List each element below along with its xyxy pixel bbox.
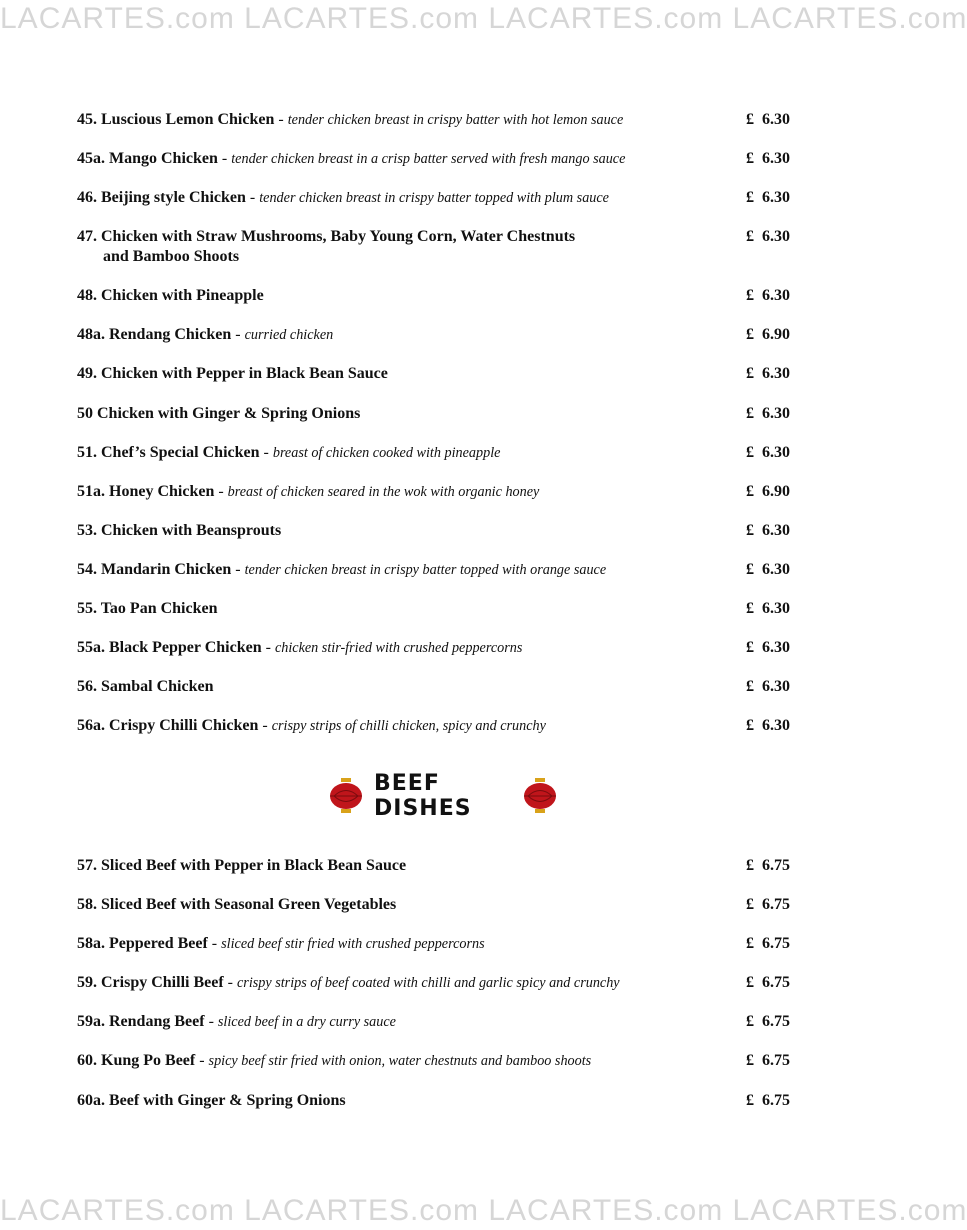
menu-item-text: 56a. Crispy Chilli Chicken - crispy strips of chilli chicken, spicy and crunchy [77, 717, 546, 735]
menu-item [77, 482, 790, 521]
price-value: 6.30 [762, 287, 790, 305]
menu-item-name: 55. Tao Pan Chicken [77, 600, 218, 618]
currency-symbol: £ [746, 600, 754, 618]
menu-item-name: 45. Luscious Lemon Chicken [77, 111, 275, 128]
menu-item-description: sliced beef stir fried with crushed peppercorns [221, 936, 485, 953]
menu-item [77, 973, 790, 1012]
menu-item-price [746, 110, 790, 130]
menu-item-price [746, 1051, 790, 1071]
menu-item [77, 895, 790, 934]
currency-symbol: £ [746, 935, 754, 953]
menu-item-text: 45. Luscious Lemon Chicken - tender chicken breast in crispy batter with hot lemon sauce [77, 111, 624, 128]
menu-item-text [77, 895, 717, 915]
menu-item-name: 55a. Black Pepper Chicken [77, 639, 262, 657]
currency-symbol: £ [746, 482, 754, 500]
menu-item-price [746, 599, 790, 619]
price-value: 6.30 [762, 678, 790, 696]
menu-item-price [746, 325, 790, 345]
currency-symbol: £ [746, 111, 754, 128]
menu-item-name: 60. Kung Po Beef [77, 1052, 196, 1070]
menu-item [77, 1012, 790, 1051]
menu-item-description: chicken stir-fried with crushed peppercorns [274, 640, 523, 657]
menu-item [77, 110, 790, 149]
menu-item [77, 599, 790, 638]
menu-item [77, 677, 790, 716]
menu-item-price [746, 856, 790, 876]
currency-symbol: £ [746, 404, 754, 422]
menu-item [77, 188, 790, 227]
menu-item-description: breast of chicken seared in the wok with organic honey [227, 483, 540, 500]
menu-item-description: tender chicken breast in crispy batter topped with plum sauce [259, 190, 609, 207]
menu-item-price [746, 286, 790, 306]
menu-item-text: 48a. Rendang Chicken - curried chicken [77, 326, 334, 344]
menu-item-text: 58a. Peppered Beef - sliced beef stir fried with crushed peppercorns [77, 935, 485, 953]
price-value: 6.75 [762, 1013, 790, 1031]
menu-item-price [746, 482, 790, 502]
menu-item-name: 56. Sambal Chicken [77, 678, 214, 696]
menu-item-price [746, 404, 790, 424]
menu-item-description: tender chicken breast in a crisp batter served with fresh mango sauce [231, 151, 626, 168]
menu-item [77, 856, 790, 895]
menu-item-text: 55a. Black Pepper Chicken - chicken stir-fried with crushed peppercorns [77, 639, 523, 657]
menu-item-name: 50 Chicken with Ginger & Spring Onions [77, 404, 361, 422]
menu-item-text [77, 677, 717, 697]
currency-symbol: £ [746, 560, 754, 578]
menu-item-price [746, 677, 790, 697]
price-value: 6.75 [762, 857, 790, 874]
price-value: 6.30 [762, 228, 790, 246]
currency-symbol: £ [746, 326, 754, 344]
price-value: 6.30 [762, 365, 790, 383]
price-value: 6.30 [762, 600, 790, 618]
price-value: 6.75 [762, 1091, 790, 1109]
price-value: 6.30 [762, 521, 790, 539]
menu-item-description: sliced beef in a dry curry sauce [217, 1014, 396, 1031]
currency-symbol: £ [746, 365, 754, 383]
menu-item [77, 149, 790, 188]
menu-item-name: 59a. Rendang Beef [77, 1013, 205, 1031]
menu-item-name: 57. Sliced Beef with Pepper in Black Bean Sauce [77, 857, 407, 874]
price-value: 6.75 [762, 1052, 790, 1070]
price-value: 6.90 [762, 482, 790, 500]
price-value: 6.30 [762, 560, 790, 578]
menu-item-text: 59a. Rendang Beef - sliced beef in a dry curry sauce [77, 1013, 396, 1031]
menu-item-price [746, 895, 790, 915]
menu-item-price [746, 716, 790, 736]
menu-item-price [746, 521, 790, 541]
price-value: 6.90 [762, 326, 790, 344]
menu-item [77, 325, 790, 364]
menu-item-name: 56a. Crispy Chilli Chicken [77, 717, 259, 735]
menu-item-text: 51. Chef’s Special Chicken - breast of chicken cooked with pineapple [77, 443, 501, 461]
menu-item-name: 53. Chicken with Beansprouts [77, 521, 282, 539]
menu-item-name: 54. Mandarin Chicken [77, 560, 232, 578]
currency-symbol: £ [746, 1091, 754, 1109]
menu-item-name: 48a. Rendang Chicken [77, 326, 232, 344]
menu-item-price [746, 443, 790, 463]
menu-item [77, 1091, 790, 1130]
menu-item-text: 46. Beijing style Chicken - tender chicken breast in crispy batter topped with plum sauce [77, 189, 609, 207]
menu-item [77, 638, 790, 677]
menu-item-text [77, 1091, 717, 1111]
menu-item-price [746, 973, 790, 993]
menu-item-description: curried chicken [244, 327, 334, 344]
currency-symbol: £ [746, 1052, 754, 1070]
menu-item-name: 47. Chicken with Straw Mushrooms, Baby Young Corn, Water Chestnuts [77, 228, 576, 246]
currency-symbol: £ [746, 678, 754, 696]
currency-symbol: £ [746, 717, 754, 735]
menu-item [77, 560, 790, 599]
price-value: 6.30 [762, 404, 790, 422]
watermark-bottom: LACARTES.com LACARTES.com LACARTES.com LACARTES.com [0, 1194, 967, 1227]
menu-item-text [77, 227, 717, 267]
currency-symbol: £ [746, 443, 754, 461]
price-value: 6.30 [762, 111, 790, 128]
menu-item-name: 48. Chicken with Pineapple [77, 287, 264, 305]
menu-item-text: 60. Kung Po Beef - spicy beef stir fried with onion, water chestnuts and bamboo shoots [77, 1052, 592, 1070]
menu-item [77, 404, 790, 443]
menu-item-text: 51a. Honey Chicken - breast of chicken seared in the wok with organic honey [77, 482, 540, 500]
menu-item [77, 443, 790, 482]
menu-item-price [746, 188, 790, 208]
menu-item-text: 59. Crispy Chilli Beef - crispy strips of beef coated with chilli and garlic spicy and crunchy [77, 974, 620, 992]
menu-item [77, 521, 790, 560]
menu-item-description: tender chicken breast in crispy batter topped with orange sauce [244, 561, 607, 578]
menu-item-name-continued: and Bamboo Shoots [103, 248, 240, 266]
menu-item-price [746, 364, 790, 384]
menu-item [77, 934, 790, 973]
currency-symbol: £ [746, 639, 754, 657]
menu-item-name: 46. Beijing style Chicken [77, 189, 246, 207]
menu-item [77, 286, 790, 325]
currency-symbol: £ [746, 189, 754, 207]
menu-item-price [746, 149, 790, 169]
menu-item-name: 58a. Peppered Beef [77, 935, 208, 953]
price-value: 6.75 [762, 974, 790, 992]
currency-symbol: £ [746, 228, 754, 246]
menu-item-text: 54. Mandarin Chicken - tender chicken breast in crispy batter topped with orange sauce [77, 560, 607, 578]
lantern-icon [522, 777, 558, 815]
beef-menu-list [77, 856, 790, 1130]
menu-item-text [77, 599, 717, 619]
menu-item-name: 60a. Beef with Ginger & Spring Onions [77, 1091, 346, 1109]
menu-item-name: 51. Chef’s Special Chicken [77, 443, 260, 461]
chicken-menu-list [77, 110, 790, 755]
menu-item-price [746, 638, 790, 658]
menu-item-price [746, 934, 790, 954]
menu-item-price [746, 1012, 790, 1032]
price-value: 6.30 [762, 639, 790, 657]
menu-item-text [77, 856, 717, 876]
watermark-top: LACARTES.com LACARTES.com LACARTES.com LACARTES.com [0, 2, 967, 35]
currency-symbol: £ [746, 287, 754, 305]
menu-item-name: 59. Crispy Chilli Beef [77, 974, 224, 992]
menu-item-description: breast of chicken cooked with pineapple [272, 444, 501, 461]
price-value: 6.30 [762, 150, 790, 168]
menu-item-price [746, 560, 790, 580]
menu-item [77, 716, 790, 755]
menu-item-name: 58. Sliced Beef with Seasonal Green Vegetables [77, 896, 397, 914]
menu-item-text [77, 286, 717, 306]
menu-item [77, 364, 790, 403]
menu-item-text [77, 521, 717, 541]
currency-symbol: £ [746, 857, 754, 874]
menu-item-name: 51a. Honey Chicken [77, 482, 215, 500]
price-value: 6.75 [762, 896, 790, 914]
currency-symbol: £ [746, 896, 754, 914]
menu-item-name: 49. Chicken with Pepper in Black Bean Sauce [77, 365, 388, 383]
menu-item [77, 1051, 790, 1090]
menu-item-description: crispy strips of chilli chicken, spicy and crunchy [271, 718, 546, 735]
menu-item-price [746, 1091, 790, 1111]
price-value: 6.30 [762, 717, 790, 735]
currency-symbol: £ [746, 1013, 754, 1031]
currency-symbol: £ [746, 150, 754, 168]
price-value: 6.30 [762, 189, 790, 207]
menu-item-description: tender chicken breast in crispy batter with hot lemon sauce [287, 112, 624, 128]
menu-item-price [746, 227, 790, 247]
price-value: 6.75 [762, 935, 790, 953]
menu-item-text: 45a. Mango Chicken - tender chicken breast in a crisp batter served with fresh mango sauce [77, 150, 626, 168]
menu-item-name: 45a. Mango Chicken [77, 150, 218, 168]
menu-item [77, 227, 790, 286]
section-title: BEEF DISHES [374, 771, 472, 821]
menu-item-text [77, 404, 717, 424]
currency-symbol: £ [746, 521, 754, 539]
menu-item-text [77, 364, 717, 384]
beef-dishes-header [328, 771, 558, 821]
price-value: 6.30 [762, 443, 790, 461]
currency-symbol: £ [746, 974, 754, 992]
menu-item-description: crispy strips of beef coated with chilli and garlic spicy and crunchy [237, 975, 620, 992]
menu-item-description: spicy beef stir fried with onion, water chestnuts and bamboo shoots [208, 1053, 592, 1070]
lantern-icon [328, 777, 364, 815]
